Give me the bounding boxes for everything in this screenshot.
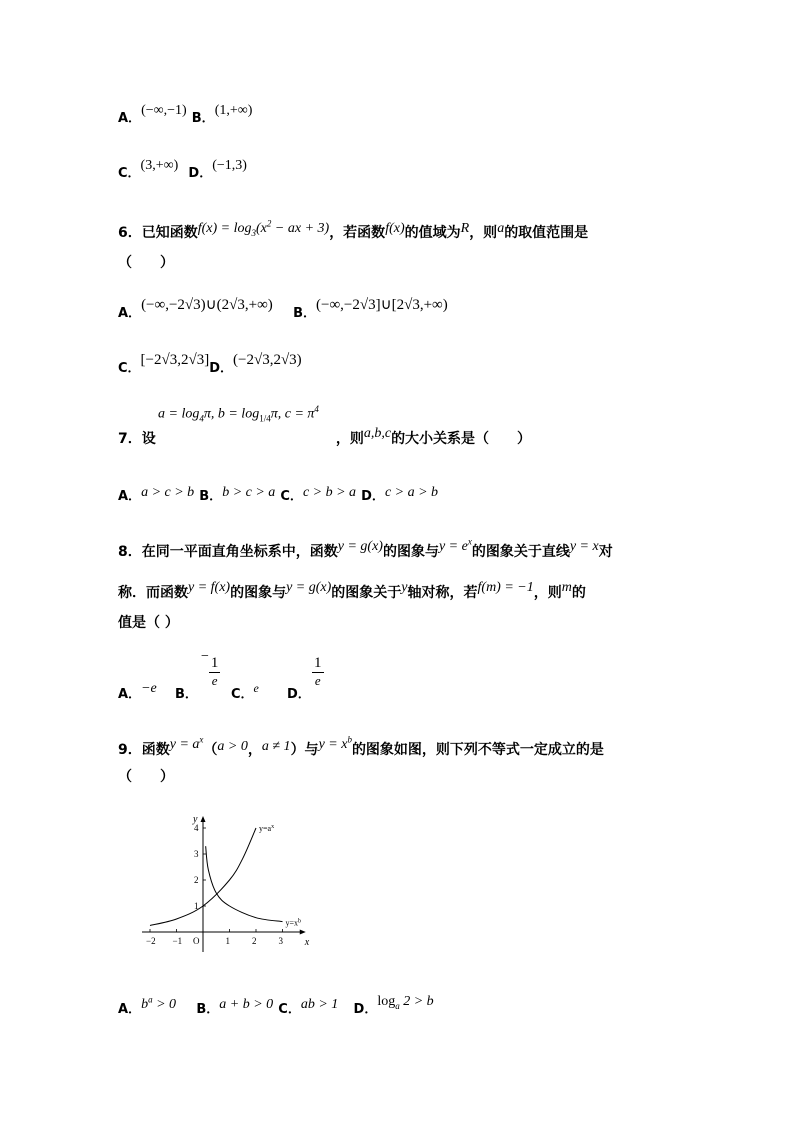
q8-text-9: ，则 [533, 585, 562, 601]
q7-option-b: b > c > a [222, 485, 276, 500]
q9-yxb-sup: b [347, 734, 352, 745]
q8-text-3: 的图象关于直线 [471, 544, 570, 560]
q6-text-3: 的值域为 [404, 225, 461, 241]
q8-option-d-label: D． [287, 687, 311, 702]
q9-text-1: 函数 [141, 742, 170, 758]
q8-y: y [401, 580, 408, 595]
q9-option-a-rest: > 0 [152, 997, 177, 1012]
q8-m: m [561, 580, 572, 595]
q7-options [118, 485, 438, 505]
q7-text-2: 的大小关系是（ ） [391, 431, 532, 447]
y-axis-arrow [201, 816, 206, 822]
q8-option-d-num: 1 [314, 655, 322, 671]
q6-options-row1 [118, 297, 448, 322]
q5-option-a-label: A． [118, 111, 142, 126]
x-tick-label: 1 [225, 936, 230, 946]
q9-option-d-log: log [377, 994, 396, 1009]
q7-option-b-label: B． [199, 489, 223, 504]
q7-number: 7．设 [118, 431, 156, 447]
q7-option-a-label: A． [118, 489, 142, 504]
q6-stem [118, 218, 589, 243]
y-axis-label: y [193, 814, 198, 825]
q9-stem [118, 734, 604, 759]
q8-text-6: 的图象与 [230, 585, 287, 601]
q8-text-4: 对 [598, 544, 613, 560]
x-tick-label: −1 [172, 936, 183, 946]
y-tick-label: 2 [194, 875, 199, 885]
q7-expr-c: π, c = π [270, 406, 315, 422]
q9-graph-layer [142, 814, 310, 952]
q7-option-c: c > b > a [302, 485, 357, 500]
q6-option-d-label: D． [209, 361, 234, 376]
q6-number: 6． [118, 225, 142, 241]
q8-ygx: y = g(x) [337, 539, 383, 554]
q8-yex-base: y = e [438, 539, 468, 554]
q9-text-2: （ [203, 742, 218, 758]
q6-option-a-label: A． [118, 306, 142, 321]
q7-expr-b: π, b = log [203, 406, 260, 422]
q9-option-c: ab > 1 [300, 997, 339, 1012]
q7-expression [158, 404, 319, 423]
q9-yax [169, 734, 204, 752]
q9-text-3: ， [247, 742, 262, 758]
q8-fm: f(m) = −1 [477, 580, 534, 595]
q9-option-b: a + b > 0 [219, 997, 274, 1012]
q5-option-c: (3,+∞) [140, 158, 179, 173]
q6-fx: f(x) [385, 221, 405, 236]
q9-option-d [377, 994, 433, 1009]
q9-text-5: 的图象如图，则下列不等式一定成立的是 [351, 742, 604, 758]
q7-option-c-label: C． [280, 489, 303, 504]
q5-option-a: (−∞,−1) [141, 103, 187, 118]
q5-option-b: (1,+∞) [214, 103, 253, 118]
q6-a: a [497, 221, 505, 236]
q5-option-d: (−1,3) [212, 158, 247, 173]
q8-ygx2: y = g(x) [286, 580, 332, 595]
q9-yxb [318, 734, 352, 752]
series-x-pow-b-label: $y=x^b$ [285, 918, 302, 928]
q9-option-c-label: C． [278, 1002, 301, 1017]
q8-yex-sup: x [467, 536, 472, 547]
q6-option-d: (−2√3,2√3) [233, 352, 302, 368]
q8-option-a: −e [141, 681, 157, 696]
q9-option-a-sup: a [148, 994, 153, 1005]
q9-yax-base: y = a [169, 737, 200, 752]
q8-text-1: 在同一平面直角坐标系中，函数 [141, 544, 338, 560]
x-tick-label: O [193, 936, 200, 946]
series-a-pow-x-label: $y=a^x$ [259, 824, 275, 833]
q8-text-2: 的图象与 [382, 544, 439, 560]
q6-arg-rest: − ax + 3) [271, 221, 330, 236]
q6-text-2: ，若函数 [329, 225, 386, 241]
q6-text-4: ，则 [469, 225, 498, 241]
q8-option-c-label: C． [231, 687, 254, 702]
q8-option-b-minus: − [201, 649, 209, 664]
x-tick-label: −2 [146, 936, 156, 946]
q8-option-b-num: 1 [210, 655, 219, 671]
q6-arg-sup: 2 [266, 218, 272, 229]
q8-yex [438, 536, 472, 554]
q6-log-base: 3 [251, 227, 257, 238]
q8-number: 8． [118, 544, 142, 560]
q6-text-5: 的取值范围是 [504, 225, 589, 241]
q8-option-c-row [231, 683, 259, 702]
x-axis-arrow [300, 930, 306, 935]
q8-stem-line1 [118, 536, 613, 561]
y-tick-label: 3 [194, 849, 199, 859]
q9-option-a-label: A． [118, 1002, 142, 1017]
q5-option-b-label: B． [191, 111, 215, 126]
q6-option-b-label: B． [293, 306, 317, 321]
q6-text-1: 已知函数 [141, 225, 198, 241]
q7-expr-b-base: 1/4 [259, 413, 271, 424]
q8-stem-line3: 值是（ ） [118, 615, 179, 631]
q7-expr-c-sup: 4 [314, 404, 319, 414]
q9-cond1: a > 0 [217, 739, 248, 754]
q9-graph [130, 806, 330, 956]
q9-number: 9． [118, 742, 142, 758]
q8-options [118, 683, 157, 703]
q9-options [118, 994, 434, 1019]
q5-option-d-label: D． [188, 166, 213, 181]
q9-option-a [141, 994, 177, 1012]
q9-text-4: ）与 [290, 742, 319, 758]
q6-option-b: (−∞,−2√3]∪[2√3,+∞) [316, 297, 448, 313]
q9-option-a-base: b [141, 997, 149, 1012]
q7-option-d: c > a > b [384, 485, 439, 500]
q8-option-a-label: A． [118, 687, 142, 702]
q6-paren: （ ） [118, 255, 174, 271]
q6-option-c: [−2√3,2√3] [140, 352, 210, 368]
q8-option-b-den: e [211, 673, 218, 688]
q7-option-a: a > c > b [141, 485, 195, 500]
q6-R: R [460, 221, 470, 236]
q8-option-d-den: e [314, 673, 321, 688]
q6-func-text: f(x) = log [197, 221, 252, 236]
q8-stem-line2 [118, 582, 586, 602]
q8-option-b [201, 649, 220, 689]
q9-option-d-rest: 2 > b [399, 994, 434, 1009]
q9-option-d-label: D． [353, 1002, 378, 1017]
q5-options-row2 [118, 158, 247, 182]
q6-option-c-label: C． [118, 361, 141, 376]
x-tick-label: 2 [252, 936, 257, 946]
q8-option-c: e [253, 681, 259, 695]
q8-text-7: 的图象关于 [331, 585, 402, 601]
x-axis-label: x [304, 937, 310, 948]
q8-yfx: y = f(x) [188, 580, 231, 595]
q7-option-d-label: D． [361, 489, 385, 504]
q7-text-1: ，则 [335, 431, 364, 447]
series-x-pow-b [206, 846, 283, 921]
q6-function [197, 218, 330, 238]
q5-options-row1 [118, 103, 253, 127]
q9-paren: （ ） [118, 769, 174, 785]
q7-expr-a: a = log [158, 406, 200, 422]
q5-option-c-label: C． [118, 166, 141, 181]
q9-yxb-base: y = x [318, 737, 348, 752]
q8-option-b-label: B． [175, 687, 198, 702]
q9-option-b-label: B． [196, 1002, 220, 1017]
q8-text-10: 的 [571, 585, 586, 601]
q8-text-5: 称．而函数 [118, 585, 188, 601]
x-tick-label: 3 [278, 936, 283, 946]
q7-stem [118, 428, 531, 448]
y-tick-label: 4 [194, 823, 199, 833]
q8-option-d [312, 655, 324, 689]
q6-arg: (x [256, 221, 267, 236]
y-tick-label: 1 [194, 901, 199, 911]
q7-abc: a,b,c [363, 426, 392, 441]
q7-expr-a-base: 4 [199, 413, 204, 424]
q9-yax-sup: x [199, 734, 204, 745]
q6-option-a: (−∞,−2√3)∪(2√3,+∞) [141, 297, 273, 313]
q8-yx: y = x [569, 539, 599, 554]
q8-text-8: 轴对称，若 [407, 585, 478, 601]
q9-option-d-sub: a [395, 1000, 400, 1011]
q6-options-row2 [118, 352, 302, 377]
q9-cond2: a ≠ 1 [261, 739, 291, 754]
